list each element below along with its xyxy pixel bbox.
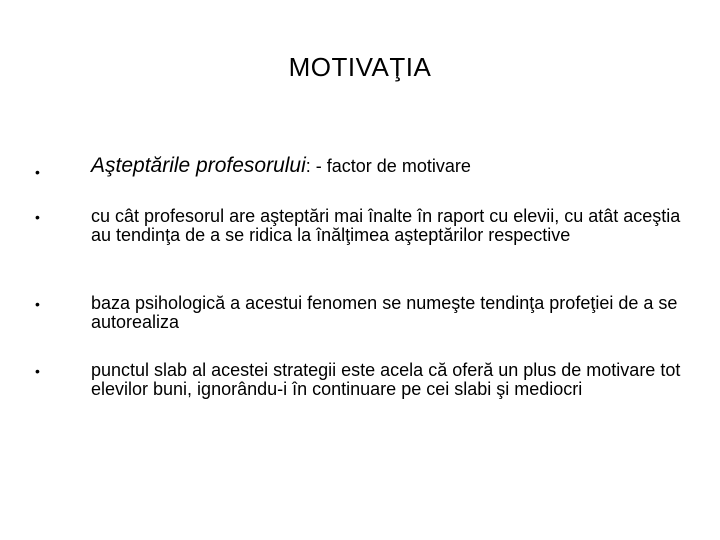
bullet-body: : - factor de motivare: [305, 156, 471, 176]
bullet-lead: Aşteptările profesorului: [91, 154, 306, 177]
bullet-text: [91, 155, 691, 177]
slide-title: MOTIVAŢIA: [288, 52, 432, 82]
bullet-text: cu cât profesorul are aşteptări mai înalte în raport cu elevii, cu atât aceştia au tendinţa de a se ridica la înălţimea aşteptărilor respective: [91, 206, 681, 245]
bullet-icon: •: [35, 209, 40, 225]
bullet-icon: •: [35, 164, 40, 180]
bullet-text: punctul slab al acestei strategii este acela că oferă un plus de motivare tot elevilor buni, ignorându-i în continuare pe cei slabi şi mediocri: [91, 360, 681, 399]
bullet-icon: •: [35, 296, 40, 312]
bullet-icon: •: [35, 363, 40, 379]
bullet-text: baza psihologică a acestui fenomen se numeşte tendinţa profeţiei de a se autorealiza: [91, 293, 678, 332]
